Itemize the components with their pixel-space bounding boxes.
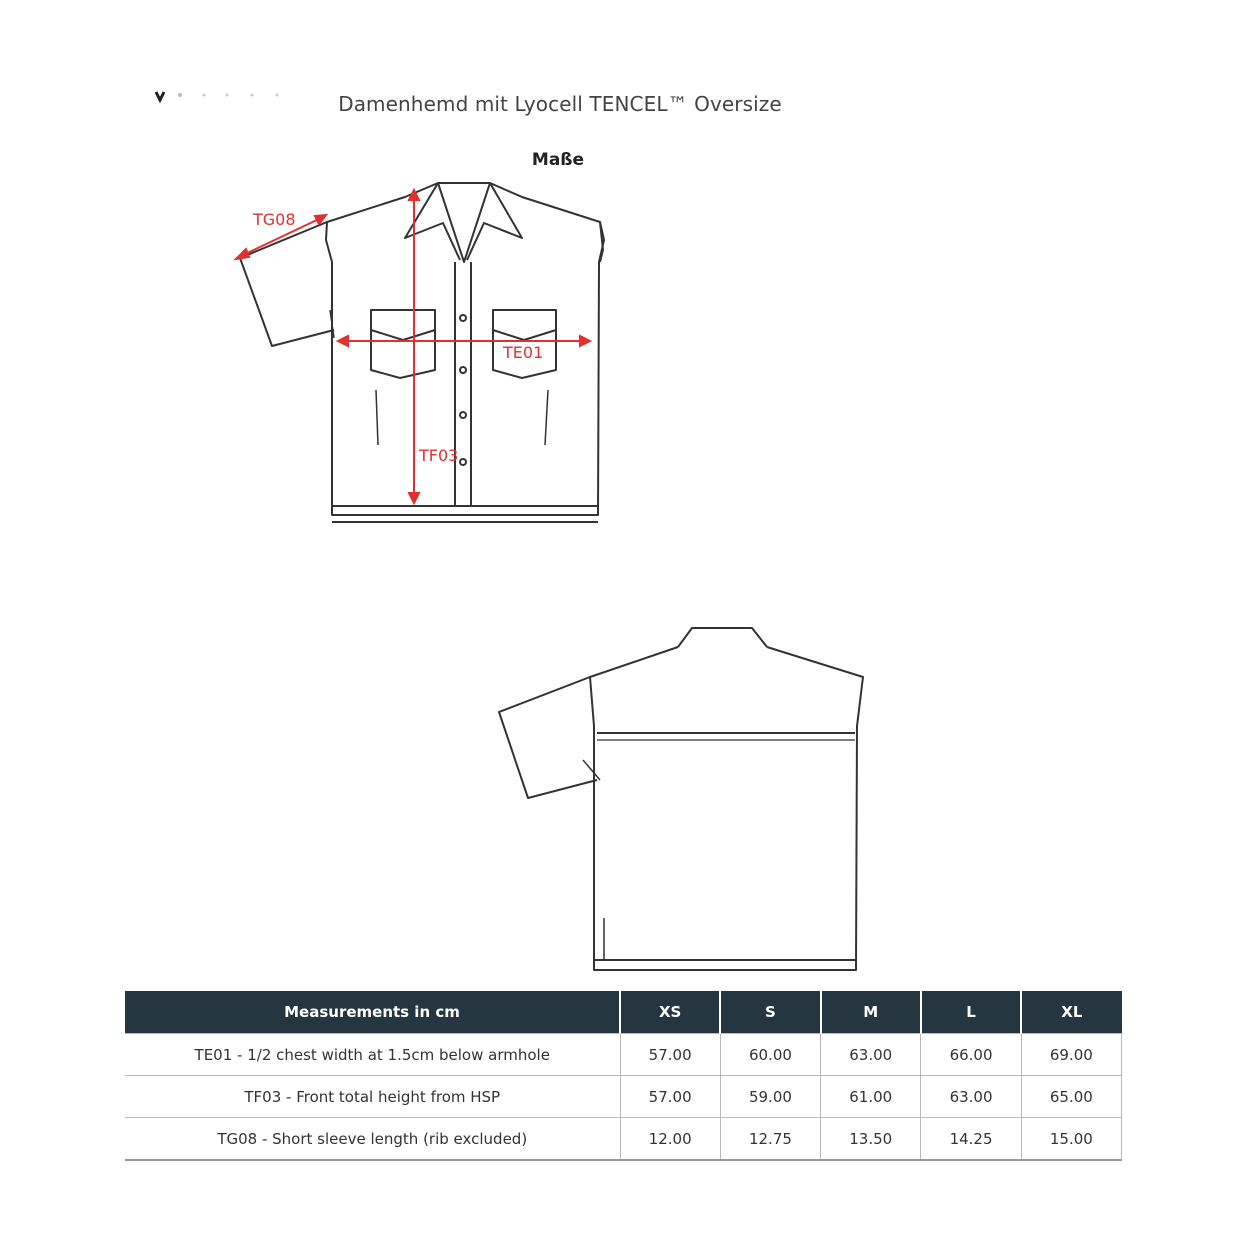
- table-cell: 59.00: [720, 1076, 820, 1118]
- table-cell: 63.00: [921, 1076, 1021, 1118]
- label-te01: TE01: [503, 343, 544, 362]
- table-cell: 12.75: [720, 1118, 820, 1161]
- size-table: [125, 991, 1122, 1161]
- row-label: TE01 - 1/2 chest width at 1.5cm below armhole: [125, 1034, 620, 1076]
- table-cell: 13.50: [821, 1118, 921, 1161]
- front-view-shirt: [240, 183, 604, 522]
- table-cell: 57.00: [620, 1076, 720, 1118]
- table-header-row: [125, 991, 1122, 1034]
- table-cell: 61.00: [821, 1076, 921, 1118]
- table-cell: 65.00: [1021, 1076, 1121, 1118]
- row-label: TG08 - Short sleeve length (rib excluded): [125, 1118, 620, 1161]
- header-size-m: M: [821, 991, 921, 1034]
- header-size-l: L: [921, 991, 1021, 1034]
- label-tg08: TG08: [253, 210, 296, 229]
- header-size-s: S: [720, 991, 820, 1034]
- measurements-heading: Maße: [531, 150, 585, 170]
- table-cell: 60.00: [720, 1034, 820, 1076]
- header-size-xl: XL: [1021, 991, 1121, 1034]
- header-measurements: Measurements in cm: [125, 991, 620, 1034]
- label-tf03: TF03: [419, 446, 459, 465]
- table-cell: 69.00: [1021, 1034, 1121, 1076]
- table-cell: 15.00: [1021, 1118, 1121, 1161]
- table-cell: 57.00: [620, 1034, 720, 1076]
- table-cell: 63.00: [821, 1034, 921, 1076]
- table-row: [125, 1118, 1122, 1161]
- table-cell: 14.25: [921, 1118, 1021, 1161]
- table-cell: 12.00: [620, 1118, 720, 1161]
- table-row: [125, 1034, 1122, 1076]
- back-view-shirt: [499, 628, 863, 970]
- document-title: Damenhemd mit Lyocell TENCEL™ Oversize: [338, 92, 782, 116]
- row-label: TF03 - Front total height from HSP: [125, 1076, 620, 1118]
- table-cell: 66.00: [921, 1034, 1021, 1076]
- table-row: [125, 1076, 1122, 1118]
- header-size-xs: XS: [620, 991, 720, 1034]
